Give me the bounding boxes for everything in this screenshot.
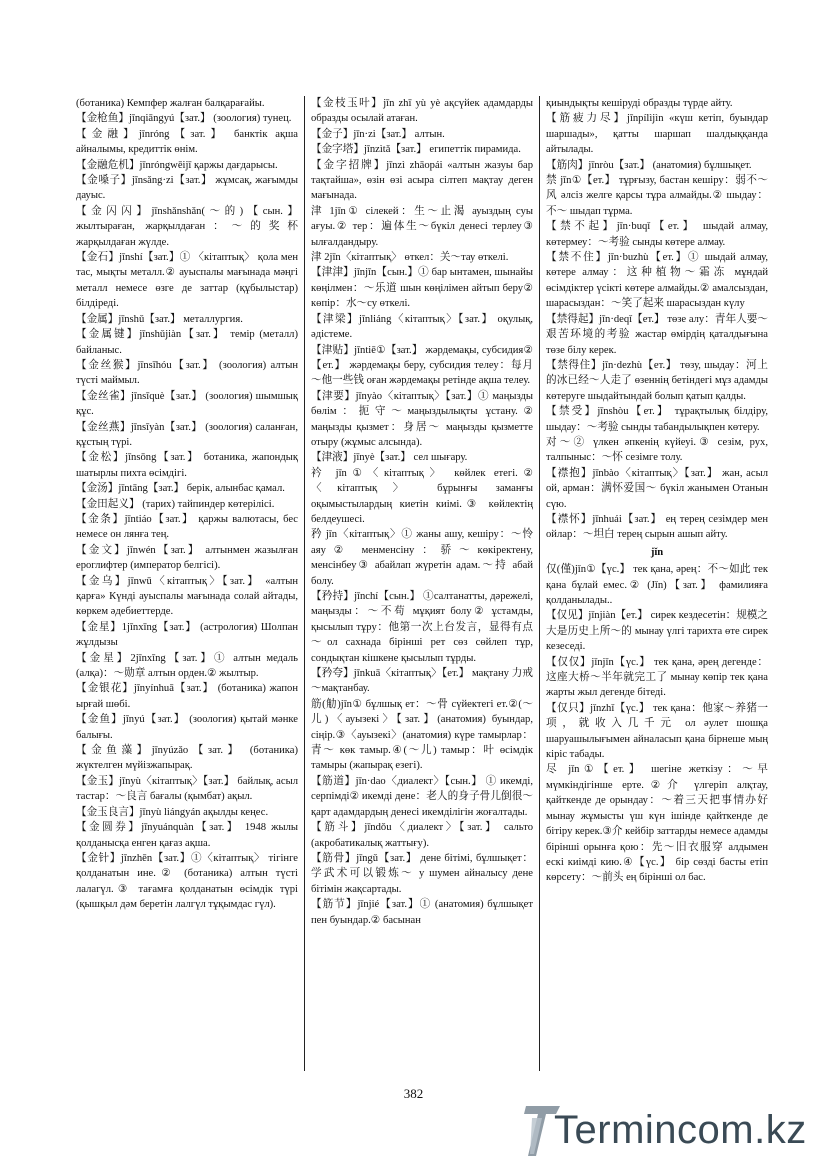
dictionary-entry: 【金属键】jīnshǔjiàn【зат.】 темір (металл) байланыс. bbox=[76, 329, 298, 356]
dictionary-entry: 【襟抱】jīnbào〈кітаптық〉【зат.】 жан, асыл ой, арман：满怀爱国～ бүкіл жанымен Отанын сүю. bbox=[546, 467, 768, 510]
dictionary-entry: 【金融危机】jīnróngwēijī қаржы дағдарысы. bbox=[76, 159, 278, 171]
dictionary-entry: 【筋节】jīnjié【зат.】① (анатомия) бұлшықет пен буындар.② басынан bbox=[311, 899, 533, 926]
dictionary-entry: 【金圆券】jīnyuánquàn【зат.】 1948 жылы қолданысқа енген қағаз ақша. bbox=[76, 822, 298, 849]
dictionary-entry: 【津梁】jīnliáng〈кітаптық〉【зат.】 оқулық, әдістеме. bbox=[311, 313, 533, 341]
dictionary-entry: 【津液】jīnyè【зат.】 сел шығару. bbox=[311, 452, 468, 464]
watermark-text: Termincom.kz bbox=[554, 1108, 807, 1152]
dictionary-entry: 【金针】jīnzhēn【зат.】①〈кітаптық〉 тігінге қолданатын ине.② (ботаника) алтын түсті лалагүл.③ тағамға қолданатын өсімдік түрі (қышқыл дәм беретін лалгүл тұқымдас гүл). bbox=[76, 852, 298, 911]
dictionary-entry: 矜 jīn〈кітаптық〉① жаны ашу, кешіру：～怜 аяу② менменсіну：骄～көкіректену, менсінбеу③ абайлап жүретін адам.～持 абай болу. bbox=[311, 529, 533, 587]
dictionary-entry: 尽 jǐn①【ет.】 шегіне жеткізу：～早 мүмкіндігінше ерте.②介 үлгеріп алқтау, қайткенде де орындау：～着三天把事情办好 мынау жұмысты үш күн ішінде қайткенде де бітіру керек.③介 кейбір заттарды немесе адамды бірінші орынға қою：先～旧衣服穿 алдымен ескі киімді кию.④【үс.】 бір сөзді басты етіп көрсету：～前头 ең бірінші ол бас. bbox=[546, 764, 768, 884]
column-2 bbox=[311, 96, 533, 1071]
dictionary-entry: 【禁不住】jīn·buzhù【ет.】① шыдай алмау, көтере алмау：这种植物～霜冻 мұндай өсімдіктер үсікті көтере алмайды.② амалсыздан, шарасыздан：～笑了起来 шарасыздан күлу bbox=[546, 252, 768, 310]
dictionary-entry: қиындықты кешіруді образды түрде айту. bbox=[546, 98, 733, 109]
dictionary-entry: 【禁得起】jīn·deqǐ【ет.】 төзе алу：青年人要～艰苦环境的考验 жастар өмірдің қаталдығына төзе білу керек. bbox=[546, 313, 768, 356]
dictionary-entry: 【筋骨】jīngǔ【зат.】 дене бітімі, бұлшықет：学武术可以锻炼～ у шумен айналысу дене бітімін жақсартады. bbox=[311, 852, 533, 895]
dictionary-entry: 【金丝雀】jīnsīquè【зат.】 (зоология) шымшық құс. bbox=[76, 390, 298, 418]
dictionary-entry: 【金乌】jīnwū〈кітаптық〉【зат.】 «алтын қарға» Күнді ауыспалы мағынада солай айтады, көркем әдебиеттерде. bbox=[76, 575, 298, 618]
page-number: 382 bbox=[403, 1086, 424, 1101]
dictionary-entry: 【矜持】jīnchí【сын.】 ①салтанатты, дәрежелі, маңызды：～不苟 мұқият болу② ұстамды, қысылып тұру：他第一次上台发言，显得有点～ол сахнада бірінші рет сөз сөйлеп тұр, сондықтан кішкене қысылып тұрды. bbox=[311, 591, 533, 664]
dictionary-entry: 【金丝猴】jīnsīhóu【зат.】 (зоология) алтын түсті маймыл. bbox=[76, 359, 298, 387]
dictionary-entry: 【金石】jīnshí【зат.】① 〈кітаптық〉 қола мен тас, мықты металл.② ауыспалы мағынада мәңгі металл немесе өзге де заттар (құбылыстар) білдіреді. bbox=[76, 252, 298, 310]
column-divider bbox=[539, 96, 540, 1071]
dictionary-entry: 【津贴】jīntiē①【зат.】 жәрдемақы, субсидия②【ет.】 жәрдемақы беру, субсидия телеу：每月～他一些钱 оған жәрдемақы ретінде ақша телеу. bbox=[311, 344, 533, 387]
dictionary-entry: 【金字塔】jīnzìtǎ【зат.】 египеттік пирамида. bbox=[311, 144, 521, 156]
dictionary-entry: 仅(僅)jǐn①【үс.】 тек қана, әрең：不～如此 тек қана бұлай емес.② (Jǐn)【зат.】 фамилияға қолданылады.. bbox=[546, 564, 768, 606]
dictionary-entry: 【金字招牌】jīnzì zhāopái «алтын жазуы бар тақтайша», өзін өзі асыра сілтеп мақтау деген мағынада. bbox=[311, 159, 533, 202]
section-heading: jǐn bbox=[650, 546, 664, 558]
dictionary-entry: 【仅仅】jǐnjǐn【үс.】 тек қана, әрең дегенде：这座大桥～半年就完工了 мынау көпір тек қана жарты жыл дегенде бітеді. bbox=[546, 656, 768, 699]
dictionary-entry: 【津津】jīnjīn【сын.】① бар ынтамен, шынайы көңілмен：～乐道 шын көңілімен айтып беру② көпір：水～су өткелі. bbox=[311, 267, 533, 310]
dictionary-entry: 津 1jīn① сілекей：生～止渴 ауыздың суы ағуы.② тер：遍体生～бүкіл денесі терлеу③ ылғалдандыру. bbox=[311, 205, 533, 248]
dictionary-entry: 【禁得住】jīn·dezhù【ет.】 төзу, шыдау：河上的冰已经～人走了 өзеннің бетіндегі мұз адамды көтеруге шыдайтындай болып қатып қалды. bbox=[546, 359, 768, 402]
dictionary-entry: 【金鱼藻】jīnyúzǎo【зат.】 (ботаника) жүктелген мүйізжапырақ. bbox=[76, 745, 298, 772]
column-1 bbox=[76, 96, 298, 1071]
dictionary-entry: 【金丝燕】jīnsīyàn【зат.】 (зоология) саланған, құстың түрі. bbox=[76, 421, 298, 448]
dictionary-entry: 津 2jīn〈кітаптық〉 өткел：关～тау өткелі. bbox=[311, 252, 509, 264]
dictionary-entry: 筋(觔)jīn① бұлшық ет：～骨 сүйектегі ет.②(～儿)〈ауызекі〉【зат.】(анатомия) буындар, сіңір.③〈ауызекі〉(анатомия) күре тамырлар：青～ көк тамыр.④(～儿) тамыр：叶 өсімдік тамыры (жапырақ езегі). bbox=[311, 698, 533, 772]
dictionary-entry: 【仅只】jǐnzhǐ【үс.】 тек қана：他家～养猪一项，就收入几千元 ол әулет шошқа шаруашылығымен айналасып қана бірнеше мың кіріс табады. bbox=[546, 702, 768, 761]
dictionary-entry: 对～② үлкен әпкенің күйеуі.③ сезім, рух, талпыныс：～怀 сезімге толу. bbox=[546, 436, 768, 464]
dictionary-entry: 【金文】jīnwén【зат.】 алтынмен жазылған ероглифтер (император белгісі). bbox=[76, 544, 298, 572]
dictionary-entry: 【金条】jīntiáo【зат.】 қаржы валютасы, бес немесе он лянға тең. bbox=[76, 513, 298, 541]
dictionary-entry: 【金闪闪】jīnshǎnshǎn(～的)【сын.】 жылтыраған, жарқылдаған：～的奖杯 жарқылдаған жүлде. bbox=[76, 205, 298, 248]
dictionary-entry: 【津要】jīnyào〈кітаптық〉【зат.】① маңызды бөлім：扼守～маңыздылықты ұстану.② маңызды қызмет：身居～ маңызды қызметте отыру (жұмыс алсында). bbox=[311, 390, 533, 448]
dictionary-entry: 【金枪鱼】jīnqiāngyú【зат.】 (зоология) тунец. bbox=[76, 113, 292, 125]
dictionary-entry: 【仅见】jǐnjiàn【ет.】 сирек кездесетін：规模之大是历史上所～的 мынау үлгі тарихта өте сирек кезеседі. bbox=[546, 610, 768, 653]
dictionary-entry: 【襟怀】jīnhuái【зат.】 ең терең сезімдер мен ойлар：～坦白 терең сырын ашып айту. bbox=[546, 513, 768, 541]
dictionary-entry: 【金田起义】 (тарих) тайпиндер көтерілісі. bbox=[76, 498, 275, 510]
dictionary-entry: 【金属】jīnshǔ【зат.】 металлургия. bbox=[76, 313, 243, 325]
dictionary-entry: 【金鱼】jīnyú【зат.】 (зоология) қытай мәнке балығы. bbox=[76, 714, 298, 741]
column-3 bbox=[546, 96, 768, 1071]
dictionary-entry: 【金融】jīnróng【зат.】 банктік ақша айналымы, кредиттік өнім. bbox=[76, 128, 298, 156]
dictionary-entry: 衿 jīn①〈кітаптық〉 көйлек етегі.②〈кітаптық〉 бұрынғы заманғы оқымыстылардың киетін киімі.③ көйлектің белдеушесі. bbox=[311, 467, 533, 525]
dictionary-entry: 【禁受】jīnshòu【ет.】 тұрақтылық білдіру, шыдау：～考验 сынды табандылықпен көтеру. bbox=[546, 406, 768, 433]
dictionary-entry: 【金星】2jīnxīng【зат.】① алтын медаль (алқа)：～勋章 алтын орден.② жылтыр. bbox=[76, 652, 298, 680]
dictionary-entry: 禁 jīn①【ет.】 тұрғызу, бастан кешіру：弱不～风 әлсіз желге қарсы тұра алмайды.② шыдау：不～ шыдап тұрма. bbox=[546, 175, 768, 217]
dictionary-entry: 【筋疲力尽】jīnpílìjìn «күш кетіп, буындар шаршады», қатты шаршап шалдыққанда айтылады. bbox=[546, 113, 768, 156]
dictionary-entry: 【金子】jīn·zi【зат.】 алтын. bbox=[311, 128, 445, 140]
dictionary-entry: 【金嗓子】jīnsǎng·zi【зат.】 жұмсақ, жағымды дауыс. bbox=[76, 175, 298, 202]
dictionary-entry: 【金枝玉叶】jīn zhī yù yè ақсүйек адамдарды образды осылай атаған. bbox=[311, 98, 533, 125]
dictionary-entry: 【金松】jīnsōng【зат.】 ботаника, жапондық шатырлы пихта өсімдігі. bbox=[76, 452, 298, 479]
dictionary-entry: (ботаника) Кемпфер жалған балқарағайы. bbox=[76, 98, 265, 109]
dictionary-entry: 【金玉良言】jīnyù liángyán ақылды кеңес. bbox=[76, 806, 269, 818]
dictionary-entry: 【筋斗】jīndǒu〈диалект〉【зат.】 сальто (акробатикалық жаттығу). bbox=[311, 822, 533, 849]
column-divider bbox=[304, 96, 305, 1071]
dictionary-entry: 【金汤】jīntāng【зат.】 берік, алынбас қамал. bbox=[76, 483, 285, 495]
dictionary-entry: 【筋道】jīn·dao〈диалект〉【сын.】 ① икемді, серпімді② икемді дене：老人的身子骨儿倒很～ қарт адамдардың денесі икемділігін жоғалтады. bbox=[311, 775, 533, 818]
dictionary-entry: 【禁不起】jīn·buqǐ【ет.】 шыдай алмау, көтермеу：～考验 сынды көтере алмау. bbox=[546, 221, 768, 248]
dictionary-entry: 【金银花】jīnyínhuā【зат.】 (ботаника) жапон ырғай шөбі. bbox=[76, 683, 298, 710]
watermark-logo bbox=[520, 1098, 820, 1162]
dictionary-entry: 【金星】1jīnxīng【зат.】 (астрология) Шолпан жұлдызы bbox=[76, 621, 298, 649]
dictionary-entry: 【筋肉】jīnròu【зат.】 (анатомия) бұлшықет. bbox=[546, 159, 752, 171]
dictionary-entry: 【矜夸】jīnkuā〈кітаптық〉【ет.】 мақтану 力戒～мақтанбау. bbox=[311, 668, 533, 695]
dictionary-entry: 【金玉】jīnyù〈кітаптық〉【зат.】 байлық, асыл тастар：～良言 бағалы (қымбат) ақыл. bbox=[76, 775, 298, 803]
